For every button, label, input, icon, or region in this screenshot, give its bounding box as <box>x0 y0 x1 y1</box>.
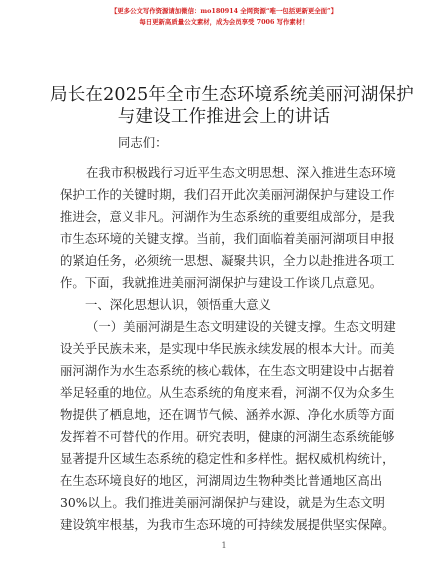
text-line: 推进会，意义非凡。河湖作为生态系统的重要组成部分，是我 <box>60 209 395 224</box>
text-line: 在我市积极践行习近平生态文明思想、深入推进生态环境 <box>86 165 396 180</box>
text-line: 丽河湖作为水生态系统的核心载体，在生态文明建设中占据着 <box>60 363 395 378</box>
text-line: 发挥着不可替代的作用。研究表明，健康的河湖生态系统能够 <box>60 429 395 444</box>
document-title <box>50 84 414 128</box>
intro-paragraph <box>60 162 396 294</box>
text-line: 在生态环境良好的地区，河湖周边生物种类比普通地区高出 <box>60 473 383 488</box>
text-line: （一）美丽河湖是生态文明建设的关键支撑。生态文明建 <box>86 319 396 334</box>
title-line-2: 与建设工作推进会上的讲话 <box>117 107 331 127</box>
subsection-paragraph-1 <box>60 316 396 536</box>
title-line-1: 局长在2025年全市生态环境系统美丽河湖保护 <box>50 85 414 105</box>
promo-line-1: 【更多公文写作资源请加微信：mo180914 全网资源“唯一包括更新更全面”】 <box>110 7 338 15</box>
text-line: 举足轻重的地位。从生态系统的角度来看，河湖不仅为众多生 <box>60 385 395 400</box>
text-line: 市生态环境的关键支撑。当前，我们面临着美丽河湖项目申报 <box>60 231 395 246</box>
text-line: 保护工作的关键时期，我们召开此次美丽河湖保护与建设工作 <box>60 187 395 202</box>
promo-banner <box>0 6 448 28</box>
greeting: 同志们： <box>118 135 168 150</box>
text-line: 作。下面，我就推进美丽河湖保护与建设工作谈几点意见。 <box>60 275 383 290</box>
text-line: 显著提升区域生态系统的稳定性和多样性。据权威机构统计， <box>60 451 395 466</box>
text-line: 30%以上。我们推进美丽河湖保护与建设，就是为生态文明 <box>60 495 385 510</box>
section-heading-1: 一、深化思想认识，领悟重大意义 <box>85 297 271 312</box>
text-line: 建设筑牢根基，为我市生态环境的可持续发展提供坚实保障。 <box>60 517 395 532</box>
text-line: 的紧迫任务，必须统一思想、凝聚共识，全力以赴推进各项工 <box>60 253 395 268</box>
text-line: 设关乎民族未来，是实现中华民族永续发展的根本大计。而美 <box>60 341 395 356</box>
promo-line-2: 每日更新高质量公文素材，成为会员享受 7006 写作素材！ <box>139 18 309 26</box>
document-body <box>60 132 396 536</box>
page-number: 1 <box>221 541 227 550</box>
text-line: 物提供了栖息地，还在调节气候、涵养水源、净化水质等方面 <box>60 407 395 422</box>
